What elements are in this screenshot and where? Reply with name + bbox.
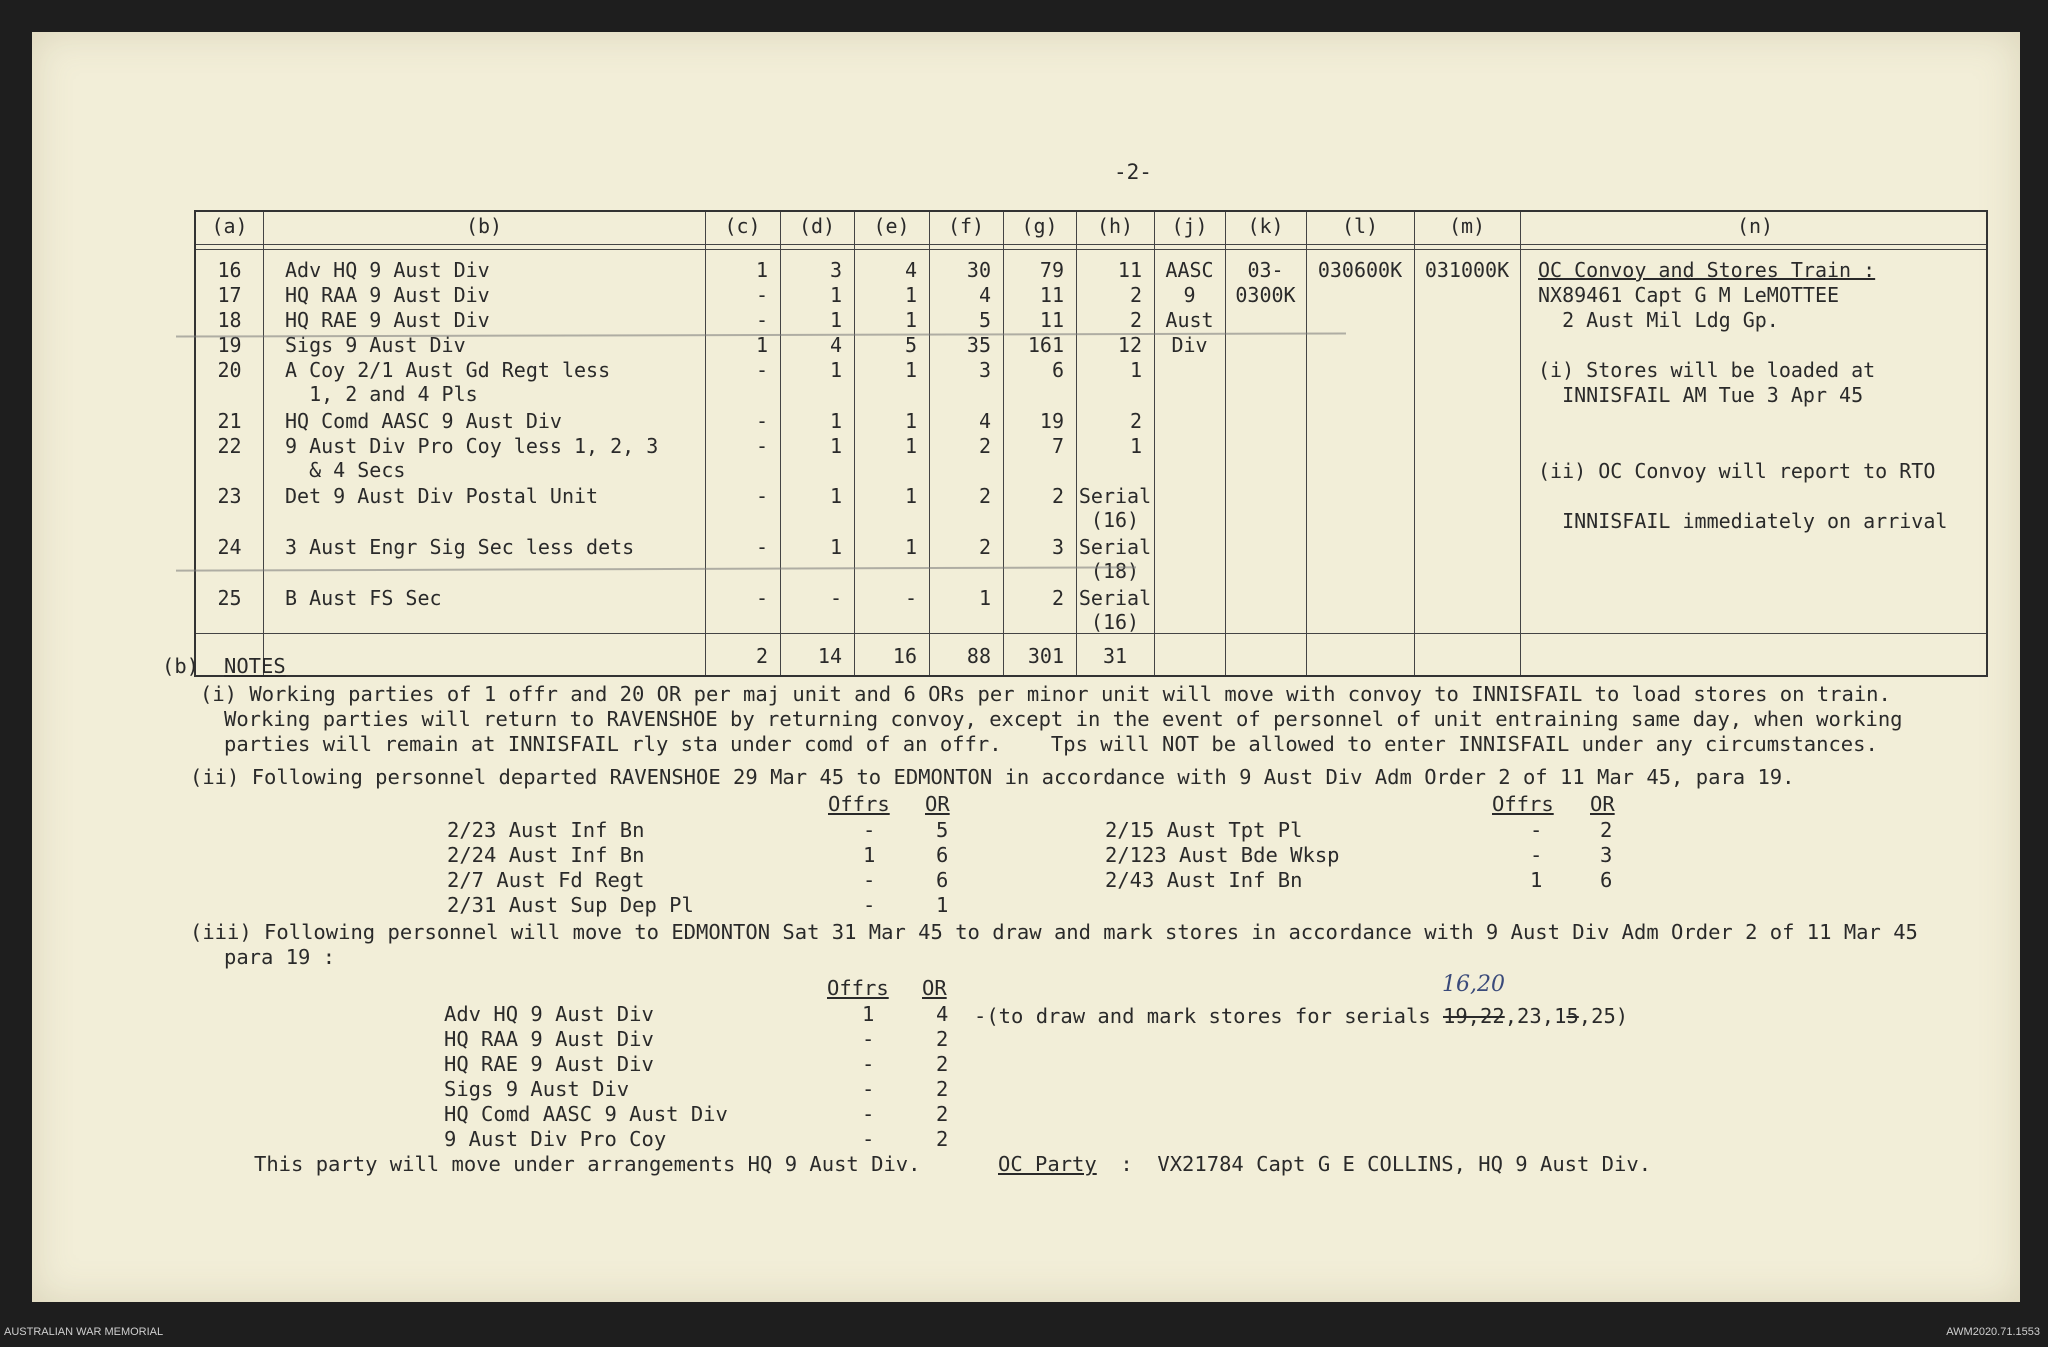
col-f-value: 1 [978,586,991,610]
draw-party-or: 4 [936,1002,949,1026]
personnel-offrs: - [1530,818,1543,842]
unit-name: 1, 2 and 4 Pls [285,382,478,406]
personnel-offrs: 1 [863,843,876,867]
col-e-value: - [904,586,917,610]
personnel-unit: 2/23 Aust Inf Bn [447,818,645,842]
col-c-value: - [755,308,768,332]
unit-name: 3 Aust Engr Sig Sec less dets [285,535,635,559]
serial-number: 18 [217,308,242,332]
note-i-line: Working parties will return to RAVENSHOE by returning convoy, except in the event of personnel of unit entraining same day, when working [224,707,1903,731]
col-n-line: NX89461 Capt G M LeMOTTEE [1538,283,1840,307]
col-f-value: 4 [978,409,991,433]
col-k-value: 0300K [1235,283,1296,307]
col-h-value: 2 [1129,409,1142,433]
col-d-value: 3 [829,258,842,282]
note-iii-text: para 19 : [224,945,336,969]
col-d-value: 1 [829,434,842,458]
col-h-value: Serial [1078,535,1152,559]
col-c-value: - [755,535,768,559]
unit-name: HQ Comd AASC 9 Aust Div [285,409,562,433]
column-header: (f) [947,214,985,238]
personnel-or: 6 [1600,868,1613,892]
unit-name: Det 9 Aust Div Postal Unit [285,484,599,508]
col-d-value: 1 [829,358,842,382]
personnel-unit: 2/7 Aust Fd Regt [447,868,645,892]
col-c-value: - [755,484,768,508]
personnel-or: 3 [1600,843,1613,867]
draw-party-unit: HQ Comd AASC 9 Aust Div [444,1102,728,1126]
draw-party-unit: HQ RAE 9 Aust Div [444,1052,654,1076]
personnel-unit: 2/31 Aust Sup Dep Pl [447,893,694,917]
personnel-offrs: - [863,893,876,917]
col-c-value: 1 [755,333,768,357]
personnel-offrs: - [1530,843,1543,867]
footer-source: AUSTRALIAN WAR MEMORIAL [4,1326,164,1338]
column-divider [1520,212,1521,675]
document-page [32,32,2020,1302]
or-header: OR [922,976,947,1000]
personnel-or: 1 [936,893,949,917]
serial-number: 24 [217,535,242,559]
unit-name: HQ RAE 9 Aust Div [285,308,490,332]
personnel-or: 6 [936,868,949,892]
column-header: (j) [1171,214,1208,238]
note-i-line: (i) Working parties of 1 offr and 20 OR per maj unit and 6 ORs per minor unit will move with convoy to INNISFAIL to load stores on train. [200,682,1891,706]
serial-number: 19 [217,333,242,357]
personnel-unit: 2/43 Aust Inf Bn [1105,868,1303,892]
unit-name: HQ RAA 9 Aust Div [285,283,490,307]
notes-title: NOTES [224,654,286,678]
or-header: OR [1590,792,1615,816]
personnel-offrs: 1 [1530,868,1543,892]
col-d-value: 1 [829,283,842,307]
col-l-value: 030600K [1317,258,1403,282]
col-f-value: 2 [978,434,991,458]
col-n-line: (i) Stores will be loaded at [1538,358,1876,382]
col-f-value: 3 [978,358,991,382]
draw-party-offrs: - [862,1077,875,1101]
serials-text: -(to draw and mark stores for serials 19,22,23,15,25) [974,1004,1629,1028]
col-g-value: 6 [1051,358,1064,382]
col-g-value: 2 [1051,586,1064,610]
col-g-value: 2 [1051,484,1064,508]
serial-number: 23 [217,484,242,508]
note-ii-text: (ii) Following personnel departed RAVENSHOE 29 Mar 45 to EDMONTON in accordance with 9 Aust Div Adm Order 2 of 11 Mar 45, para 19. [190,765,1795,789]
unit-name: Adv HQ 9 Aust Div [285,258,490,282]
column-header: (b) [465,214,503,238]
col-f-value: 35 [966,333,991,357]
col-g-value: 79 [1039,258,1064,282]
col-m-value: 031000K [1424,258,1510,282]
personnel-unit: 2/15 Aust Tpt Pl [1105,818,1303,842]
col-g-value: 11 [1039,308,1064,332]
column-header: (g) [1021,214,1058,238]
col-j-value: Div [1171,333,1208,357]
personnel-unit: 2/123 Aust Bde Wksp [1105,843,1340,867]
col-j-value: AASC [1165,258,1214,282]
col-e-value: 5 [904,333,917,357]
total-h: 31 [1102,644,1128,668]
note-i-line: parties will remain at INNISFAIL rly sta under comd of an offr. Tps will NOT be allowed to enter INNISFAIL under any circumstances. [224,732,1878,756]
draw-party-unit: 9 Aust Div Pro Coy [444,1127,667,1151]
col-j-value: 9 [1183,283,1196,307]
col-c-value: 1 [755,258,768,282]
col-f-value: 30 [966,258,991,282]
col-f-value: 4 [978,283,991,307]
col-n-line: 2 Aust Mil Ldg Gp. [1538,308,1779,332]
col-h-value: Serial [1078,484,1152,508]
col-n-line: OC Convoy and Stores Train : [1538,258,1876,282]
serials-rest: ,25) [1578,1004,1629,1028]
col-e-value: 1 [904,308,917,332]
col-e-value: 1 [904,535,917,559]
col-d-value: - [829,586,842,610]
col-f-value: 5 [978,308,991,332]
unit-name: 9 Aust Div Pro Coy less 1, 2, 3 [285,434,659,458]
col-g-value: 3 [1051,535,1064,559]
col-c-value: - [755,358,768,382]
serial-number: 25 [217,586,242,610]
col-n-line: INNISFAIL immediately on arrival [1538,509,1948,533]
col-g-value: 7 [1051,434,1064,458]
personnel-or: 6 [936,843,949,867]
col-h-value: (16) [1090,508,1140,532]
column-header: (l) [1341,214,1379,238]
col-f-value: 2 [978,484,991,508]
column-header: (k) [1247,214,1284,238]
column-divider [263,212,264,675]
col-h-value: 2 [1129,308,1142,332]
offrs-header: Offrs [827,976,889,1000]
draw-party-offrs: - [862,1127,875,1151]
serial-number: 17 [217,283,242,307]
column-header: (d) [798,214,836,238]
personnel-or: 2 [1600,818,1613,842]
draw-party-or: 2 [936,1102,949,1126]
draw-party-unit: Sigs 9 Aust Div [444,1077,630,1101]
col-e-value: 1 [904,358,917,382]
col-g-value: 11 [1039,283,1064,307]
col-d-value: 1 [829,484,842,508]
notes-label: (b) [162,654,200,678]
offrs-header: Offrs [1492,792,1554,816]
col-f-value: 2 [978,535,991,559]
col-e-value: 4 [904,258,917,282]
offrs-header: Offrs [828,792,890,816]
draw-party-or: 2 [936,1077,949,1101]
total-c: 2 [755,644,768,668]
col-n-line: (ii) OC Convoy will report to RTO [1538,459,1936,483]
column-header: (e) [873,214,910,238]
col-g-value: 19 [1039,409,1064,433]
handwritten-serials: 16,20 [1442,972,1505,997]
col-h-value: Serial [1078,586,1152,610]
column-header: (m) [1448,214,1486,238]
col-c-value: - [755,409,768,433]
col-d-value: 1 [829,308,842,332]
col-h-value: 2 [1129,283,1142,307]
col-d-value: 1 [829,409,842,433]
serial-number: 22 [217,434,242,458]
or-header: OR [925,792,950,816]
struck-serials: 19,22 [1443,1004,1505,1028]
col-e-value: 1 [904,409,917,433]
col-d-value: 1 [829,535,842,559]
draw-party-offrs: - [862,1102,875,1126]
header-divider [196,244,1986,245]
col-n-line: INNISFAIL AM Tue 3 Apr 45 [1538,383,1864,407]
col-d-value: 4 [829,333,842,357]
column-header: (c) [724,214,761,238]
draw-party-or: 2 [936,1052,949,1076]
column-header: (a) [211,214,248,238]
draw-party-unit: HQ RAA 9 Aust Div [444,1027,654,1051]
col-e-value: 1 [904,283,917,307]
total-d: 14 [817,644,842,668]
column-header: (n) [1736,214,1774,238]
col-c-value: - [755,434,768,458]
col-k-value: 03- [1247,258,1284,282]
draw-party-offrs: - [862,1052,875,1076]
col-e-value: 1 [904,434,917,458]
unit-name: Sigs 9 Aust Div [285,333,466,357]
total-g: 301 [1027,644,1064,668]
serial-number: 21 [217,409,242,433]
header-divider [196,249,1986,250]
col-c-value: - [755,586,768,610]
personnel-unit: 2/24 Aust Inf Bn [447,843,645,867]
serial-number: 16 [217,258,242,282]
personnel-or: 5 [936,818,949,842]
col-j-value: Aust [1165,308,1214,332]
unit-name: B Aust FS Sec [285,586,442,610]
footer-reference: AWM2020.71.1553 [1946,1326,2040,1338]
col-h-value: 1 [1129,358,1142,382]
column-header: (h) [1096,214,1134,238]
col-h-value: 12 [1117,333,1142,357]
party-arrangement: This party will move under arrangements HQ 9 Aust Div. [254,1152,921,1176]
col-h-value: 1 [1129,434,1142,458]
col-g-value: 161 [1027,333,1064,357]
unit-name: A Coy 2/1 Aust Gd Regt less [285,358,611,382]
draw-party-or: 2 [936,1027,949,1051]
draw-party-offrs: - [862,1027,875,1051]
unit-name: & 4 Secs [285,458,406,482]
col-e-value: 1 [904,484,917,508]
total-e: 16 [892,644,917,668]
oc-party-text: : VX21784 Capt G E COLLINS, HQ 9 Aust Div. [1108,1152,1652,1176]
pencil-line [176,566,1136,571]
draw-party-unit: Adv HQ 9 Aust Div [444,1002,654,1026]
col-h-value: (18) [1090,559,1140,583]
oc-party-label: OC Party [998,1152,1097,1176]
draw-party-offrs: 1 [862,1002,875,1026]
struck-digit: 5 [1566,1004,1579,1028]
page-number: -2- [1114,160,1152,184]
convoy-table [194,210,1988,677]
col-c-value: - [755,283,768,307]
col-h-value: 11 [1117,258,1142,282]
total-f: 88 [966,644,991,668]
note-iii-text: (iii) Following personnel will move to EDMONTON Sat 31 Mar 45 to draw and mark stores in accordance with 9 Aust Div Adm Order 2 of 11 Mar 45 [190,920,1918,944]
col-h-value: (16) [1090,610,1140,634]
serial-number: 20 [217,358,242,382]
personnel-offrs: - [863,818,876,842]
serials-rest: ,23,1 [1504,1004,1567,1028]
draw-party-or: 2 [936,1127,949,1151]
personnel-offrs: - [863,868,876,892]
